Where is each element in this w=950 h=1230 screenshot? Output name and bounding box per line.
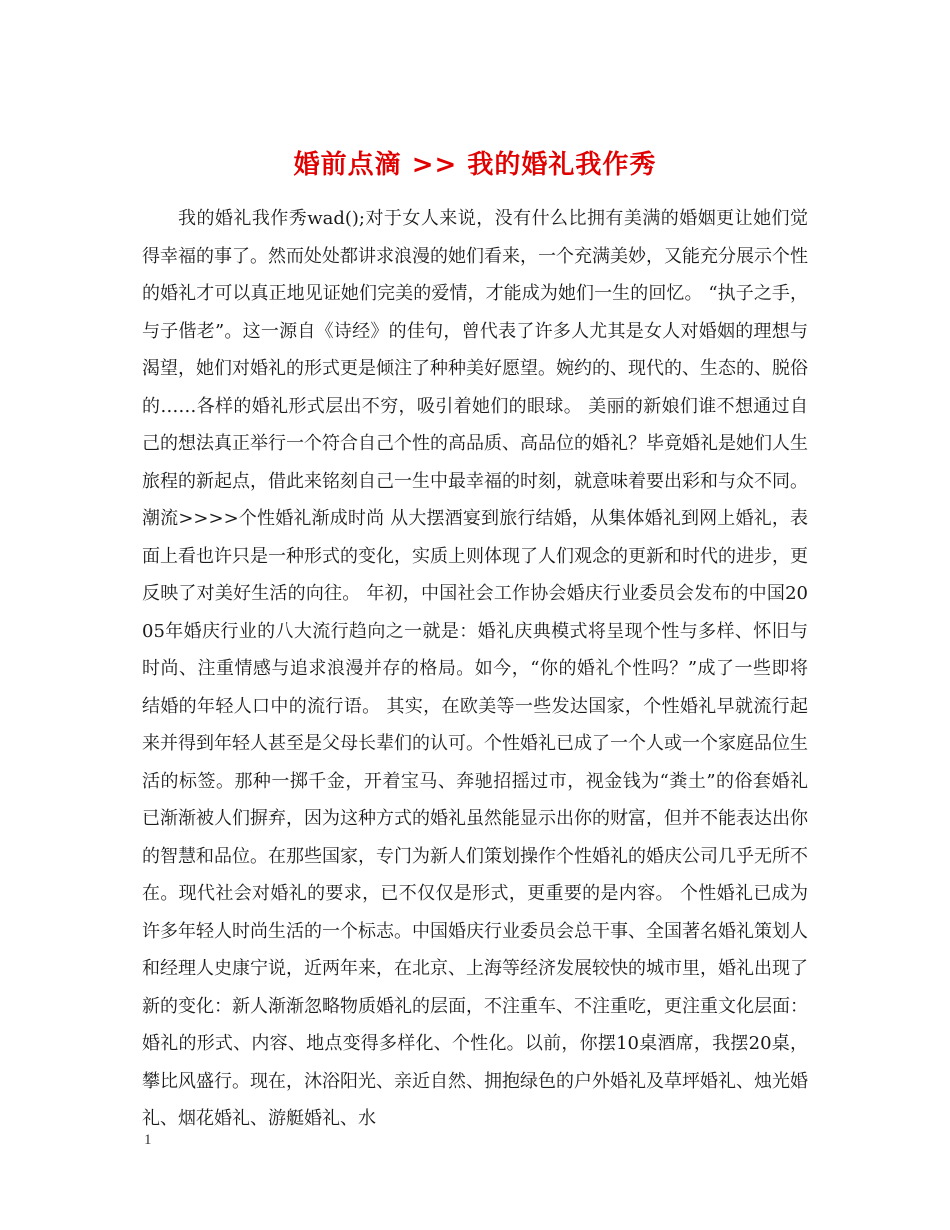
article-body: 我的婚礼我作秀wad();对于女人来说，没有什么比拥有美满的婚姻更让她们觉得幸福的事了。然而处处都讲求浪漫的她们看来，一个充满美妙，又能充分展示个性的婚礼才可以真正地见证她们完美的爱情，才能成为她们一生的回忆。 “执子之手，与子偕老”。这一源自《诗经》的佳句，曾代表了许多人尤其是女人对婚姻的理想与渴望，她们对婚礼的形式更是倾注了种种美好愿望。婉约的、现代的、生态的、脱俗的……各样的婚礼形式层出不穷，吸引着她们的眼球。 美丽的新娘们谁不想通过自己的想法真正举行一个符合自己个性的高品质、高品位的婚礼？毕竟婚礼是她们人生旅程的新起点，借此来铭刻自己一生中最幸福的时刻，就意味着要出彩和与众不同。 潮流>>>>个性婚礼渐成时尚 从大摆酒宴到旅行结婚，从集体婚礼到网上婚礼，表面上看也许只是一种形式的变化，实质上则体现了人们观念的更新和时代的进步，更反映了对美好生活的向往。 年初，中国社会工作协会婚庆行业委员会发布的中国2005年婚庆行业的八大流行趋向之一就是：婚礼庆典模式将呈现个性与多样、怀旧与时尚、注重情感与追求浪漫并存的格局。如今，“你的婚礼个性吗？”成了一些即将结婚的年轻人口中的流行语。 其实，在欧美等一些发达国家，个性婚礼早就流行起来并得到年轻人甚至是父母长辈们的认可。个性婚礼已成了一个人或一个家庭品位生活的标签。那种一掷千金，开着宝马、奔驰招摇过市，视金钱为“粪土”的俗套婚礼已渐渐被人们摒弃，因为这种方式的婚礼虽然能显示出你的财富，但并不能表达出你的智慧和品位。在那些国家，专门为新人们策划操作个性婚礼的婚庆公司几乎无所不在。现代社会对婚礼的要求，已不仅仅是形式，更重要的是内容。 个性婚礼已成为许多年轻人时尚生活的一个标志。中国婚庆行业委员会总干事、全国著名婚礼策划人和经理人史康宁说，近两年来，在北京、上海等经济发展较快的城市里，婚礼出现了新的变化：新人渐渐忽略物质婚礼的层面，不注重车、不注重吃，更注重文化层面：婚礼的形式、内容、地点变得多样化、个性化。以前，你摆10桌酒席，我摆20桌，攀比风盛行。现在，沐浴阳光、亲近自然、拥抱绿色的户外婚礼及草坪婚礼、烛光婚礼、烟花婚礼、游艇婚礼、水	[142, 208, 808, 1129]
page-title: 婚前点滴 >> 我的婚礼我作秀	[293, 150, 657, 181]
page-number: 1	[144, 1132, 152, 1148]
